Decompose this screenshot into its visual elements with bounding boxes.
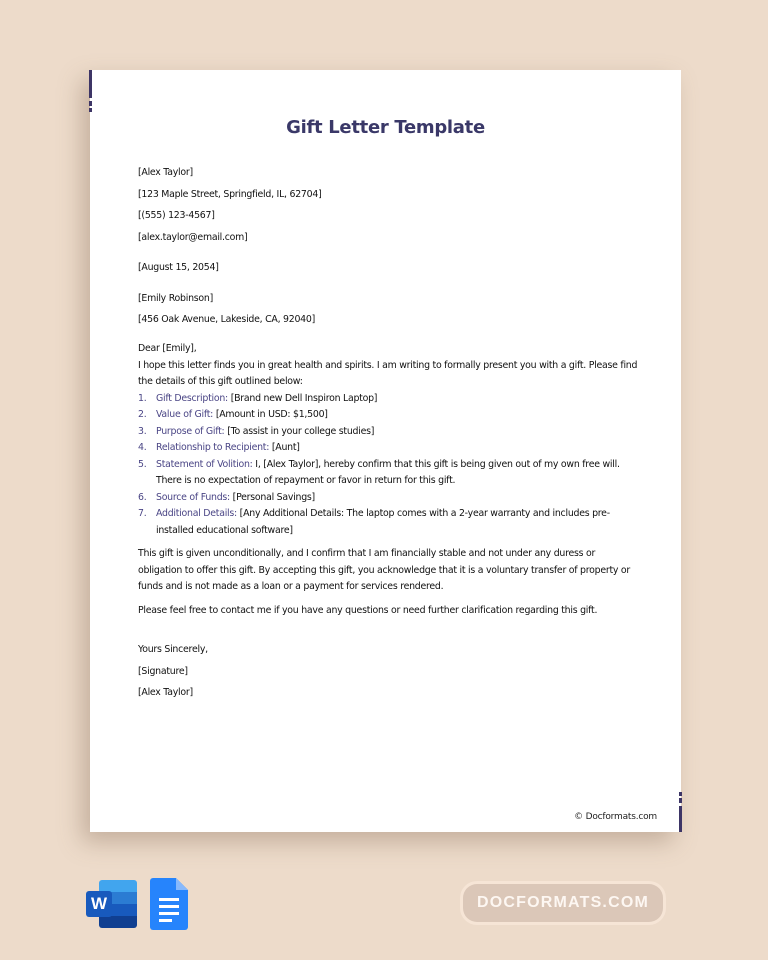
list-item: 1. Gift Description: [Brand new Dell Inspiron Laptop] — [138, 392, 378, 404]
page-title: Gift Letter Template — [286, 117, 485, 138]
salutation: Dear [Emily], — [138, 342, 197, 354]
docformats-brand-button[interactable]: DOCFORMATS.COM — [463, 884, 663, 922]
top-left-accent — [89, 70, 92, 112]
google-docs-icon[interactable] — [150, 878, 188, 930]
copyright-footer: © Docformats.com — [574, 812, 657, 822]
signer-name: [Alex Taylor] — [138, 687, 193, 698]
recipient-name: [Emily Robinson] — [138, 292, 213, 304]
closing: Yours Sincerely, — [138, 644, 208, 655]
list-item: 3. Purpose of Gift: [To assist in your college studies] — [138, 425, 375, 437]
sender-address: [123 Maple Street, Springfield, IL, 62704] — [138, 188, 322, 200]
bottom-right-accent — [679, 792, 682, 832]
format-icons — [86, 878, 188, 930]
list-item: 7. Additional Details: [Any Additional Details: The laptop comes with a 2-year warranty and includes pre-installed educational software] — [138, 508, 610, 536]
sender-name: [Alex Taylor] — [138, 167, 193, 178]
unconditional-paragraph: This gift is given unconditionally, and I confirm that I am financially stable and not under any duress or obligation to offer this gift. By accepting this gift, you acknowledge that it is a voluntary transfer of property or funds and is not made as a loan or a payment for services rendered. — [138, 548, 630, 592]
intro-paragraph: I hope this letter finds you in great health and spirits. I am writing to formally present you with a gift. Please find the details of this gift outlined below: — [138, 359, 638, 387]
recipient-address: [456 Oak Avenue, Lakeside, CA, 92040] — [138, 314, 316, 325]
signature: [Signature] — [138, 665, 188, 677]
contact-paragraph: Please feel free to contact me if you have any questions or need further clarification regarding this gift. — [138, 604, 598, 616]
list-item: 4. Relationship to Recipient: [Aunt] — [138, 442, 300, 453]
sender-phone: [(555) 123-4567] — [138, 210, 215, 221]
letter-date: [August 15, 2054] — [138, 262, 219, 273]
letter-body — [138, 162, 638, 704]
gift-details-list — [138, 391, 638, 540]
ms-word-icon[interactable]: W — [86, 878, 138, 930]
list-item: 5. Statement of Volition: I, [Alex Taylor], hereby confirm that this gift is being given out of my own free will. There is no expectation of repayment or favor in return for this gift. — [138, 458, 620, 486]
sender-email: [alex.taylor@email.com] — [138, 231, 248, 243]
list-item: 6. Source of Funds: [Personal Savings] — [138, 491, 315, 503]
list-item: 2. Value of Gift: [Amount in USD: $1,500] — [138, 409, 328, 420]
document-page — [90, 70, 681, 832]
